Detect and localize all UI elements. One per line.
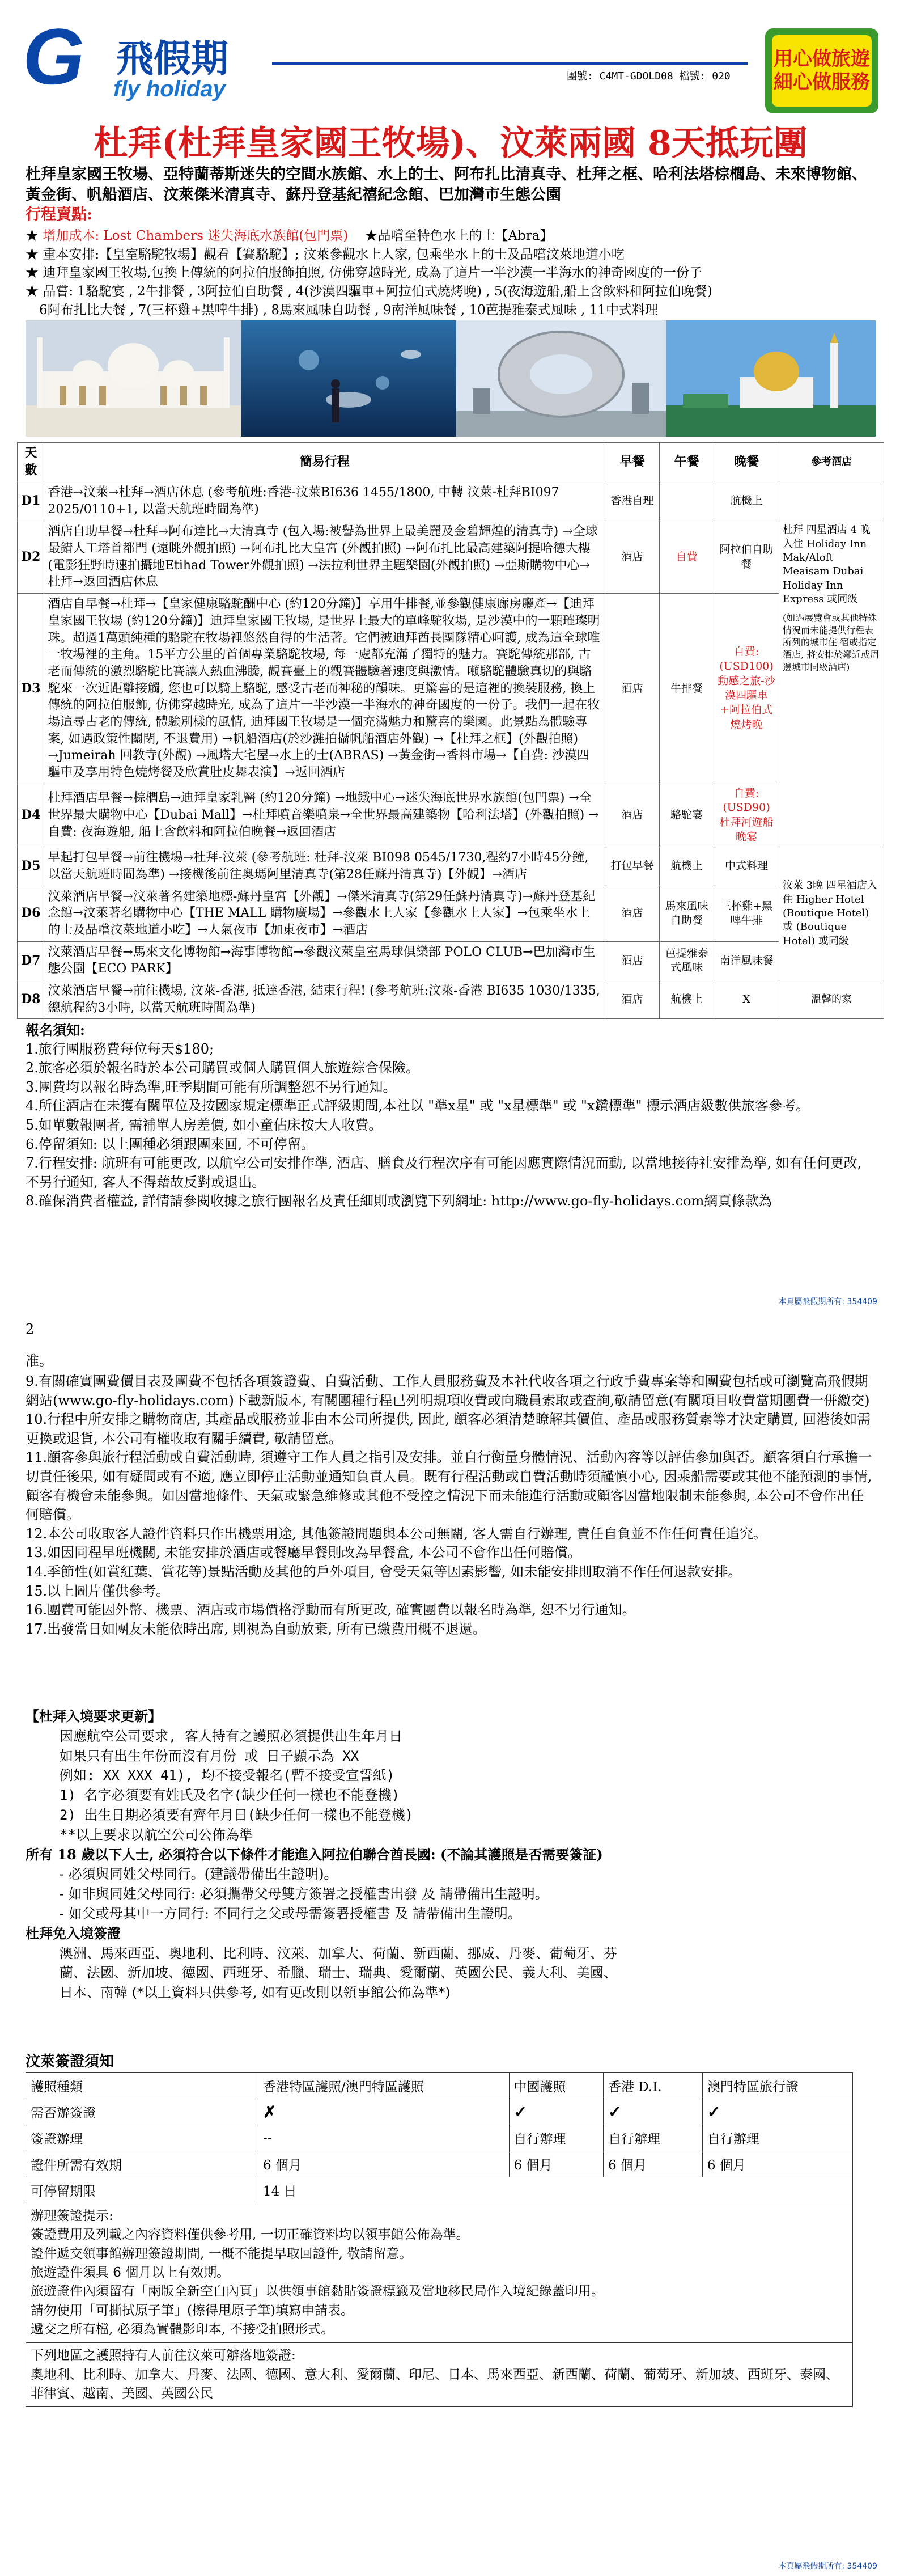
itinerary-header-row <box>18 443 884 481</box>
feature-item: ★ 品嘗: 1駱駝宴 , 2牛排餐 , 3阿拉伯自助餐 , 4(沙漠四驅車+阿拉伯式燒烤晚) , 5(夜海遊船,船上含飲料和阿拉伯晚餐) <box>26 284 712 299</box>
logo-chinese-name: 飛假期 <box>116 37 228 81</box>
note-item: 16.團費可能因外幣、機票、酒店或市場價格浮動而有所更改, 確實團費以報名時為準, 恕不另行通知。 <box>26 1602 636 1618</box>
col-lunch: 午餐 <box>660 443 714 481</box>
feature-item: ★ 重本安排:【皇室駱駝牧場】觀看【賽駱駝】; 汶萊參觀水上人家, 包乘坐水上的士及品嚐汶萊地道小吃 <box>26 247 625 262</box>
brunei-mosque-photo <box>666 320 876 437</box>
visa-exempt-row <box>26 2343 853 2407</box>
table-row: D1 香港→汶萊→杜拜→酒店休息 (參考航班:香港-汶萊BI636 1455/1800, 中轉 汶萊-杜拜BI097 2025/0110+1, 以當天航班時間為準) 香港自理 航機上 <box>18 481 884 521</box>
table-row: 可停留期限 14 日 <box>26 2177 853 2203</box>
slogan-line-2: 細心做服務 <box>774 71 870 94</box>
table-row: D8 汶萊酒店早餐→前往機場, 汶萊-香港, 抵達香港, 結束行程! (參考航班:汶萊-香港 BI635 1030/1335, 總航程約3小時, 以當天航班時間為準) 酒店 航機上 X 溫馨的家 <box>18 980 884 1019</box>
feature-item: ★ 迪拜皇家國王牧場,包換上傳統的阿拉伯服飾拍照, 仿佛穿越時光, 成為了這片一半沙漠一半海水的神奇國度的一份子 <box>26 265 702 281</box>
table-row: D7 汶萊酒店早餐→馬來文化博物館→海事博物館→參觀汶萊皇室馬球俱樂部 POLO CLUB→巴加灣市生態公園【ECO PARK】 酒店 芭提雅泰式風味 南洋風味餐 <box>18 941 884 980</box>
features-label: 行程賣點: <box>26 206 92 224</box>
logo-english-name: fly holiday <box>113 77 226 101</box>
itinerary-table <box>17 442 884 1019</box>
header-divider <box>272 62 748 65</box>
visa-header-row: 護照種類 香港特區護照/澳門特區護照 中國護照 香港 D.I. 澳門特區旅行證 <box>26 2073 853 2099</box>
table-row: 需否辦簽證 ✗ ✓ ✓ ✓ <box>26 2099 853 2125</box>
col-plan: 簡易行程 <box>44 443 605 481</box>
feature-list <box>26 227 876 319</box>
visa-table <box>26 2072 853 2407</box>
check-icon: ✓ <box>509 2099 603 2125</box>
page-mark: 本頁屬飛假期所有: 354409 <box>778 2562 877 2571</box>
logo-letter: G <box>23 12 84 101</box>
note-item: 4.所住酒店在未獲有關單位及按國家規定標準正式評級期間,本社以 "準x星" 或 "x星標準" 或 "x鑽標準" 標示酒店級數供旅客參考。 <box>26 1098 810 1114</box>
col-day: 天數 <box>18 443 44 481</box>
exempt-title: 下列地區之護照持有人前往汶萊可辦落地簽證: <box>31 2348 296 2363</box>
table-row: 證件所需有效期 6 個月 6 個月 6 個月 6 個月 <box>26 2151 853 2177</box>
aquarium-photo <box>241 320 456 437</box>
company-logo <box>23 11 266 113</box>
note-item: 2.旅客必須於報名時於本公司購買或個人購買個人旅遊綜合保險。 <box>26 1060 419 1076</box>
note-item: 6.停留須知: 以上團種必須跟團來回, 不可停留。 <box>26 1136 315 1152</box>
note-item: 15.以上圖片僅供參考。 <box>26 1583 170 1599</box>
note-item: 12.本公司收取客人證件資料只作出機票用途, 其他簽證問題與本公司無關, 客人需自行辦理, 責任自負並不作任何責任追究。 <box>26 1525 767 1542</box>
table-row: 簽證辦理 -- 自行辦理 自行辦理 自行辦理 <box>26 2125 853 2151</box>
booking-notes <box>26 1021 876 1211</box>
note-item: 8.確保消費者權益, 詳情請參閱收據之旅行團報名及責任細則或瀏覽下列網址: http://www.go-fly-holidays.com網頁條款為 <box>26 1193 772 1209</box>
feature-item: ★ 增加成本: Lost Chambers 迷失海底水族館(包門票) ★品嚐至特色水上的士【Abra】 <box>26 229 553 243</box>
tour-code: 團號: C4MT-GDOLD08 檔號: 020 <box>567 70 731 82</box>
booking-notes-continued <box>26 1372 876 1639</box>
note-item: 10.行程中所安排之購物商店, 其產品或服務並非由本公司所提供, 因此, 顧客必須清楚瞭解其價值、產品或服務質素等才決定購買, 回港後如需更換或退貨, 本公司有權收取有關手續費, 敬請留意。 <box>26 1411 871 1446</box>
note-item: 7.行程安排: 航班有可能更改, 以航空公司安排作準, 酒店、膳食及行程次序有可能因應實際情況而動, 以當地接待社安排為準, 如有任何更改, 不另行通知, 客人不得藉故反對或退出。 <box>26 1155 862 1190</box>
slogan-badge <box>765 28 878 113</box>
note-item: 5.如單數報團者, 需補單人房差價, 如小童佔床按大人收費。 <box>26 1116 383 1133</box>
tour-title: 杜拜(杜拜皇家國王牧場)、汶萊兩國 8天抵玩團 <box>94 124 808 163</box>
photo-strip <box>26 320 876 437</box>
cross-icon: ✗ <box>258 2099 510 2125</box>
col-breakfast: 早餐 <box>605 443 660 481</box>
minor-title: 所有 18 歲以下人士, 必須符合以下條件才能進入阿拉伯聯合酋長國: (不論其護照是否需要簽証) <box>26 1846 603 1863</box>
visa-free-title: 杜拜免入境簽證 <box>26 1924 121 1941</box>
museum-photo <box>456 320 666 437</box>
notes-title: 報名須知: <box>26 1022 85 1038</box>
hotel-dubai: 杜拜 四星酒店 4 晚入住 Holiday Inn Mak/Aloft Meaisam Dubai Holiday Inn Express 或同級 <box>783 524 871 605</box>
visa-notes-row: 辦理簽證提示: 簽證費用及列載之內容資料僅供參考用, 一切正確資料均以領事館公佈為準。 證件遞交領事館辦理簽證期間, 一概不能提早取回證件, 敬請留意。 旅遊證件須具 6 個月以上有效期。 旅遊證件內須留有「兩版全新空白內頁」以供領事館黏貼簽證標籤及當地移民局作入境紀錄蓋印用。 請勿使用「可撕拭原子筆」(擦得甩原子筆)填寫申請表。 遞交之所有檔, 必須為實體影印本, 不接受拍照形式。 <box>26 2203 853 2343</box>
mosque-photo <box>26 320 241 437</box>
col-hotel: 參考酒店 <box>779 443 884 481</box>
check-icon: ✓ <box>702 2099 852 2125</box>
uae-title: 【杜拜入境要求更新】 <box>26 1708 162 1724</box>
exempt-list: 奧地利、比利時、加拿大、丹麥、法國、德國、意大利、愛爾蘭、印尼、日本、馬來西亞、新西蘭、荷蘭、葡萄牙、新加坡、西班牙、泰國、菲律賓、越南、美國、英國公民 <box>31 2367 839 2401</box>
note-item: 13.如因同程早班機關, 未能安排於酒店或餐廳早餐則改為早餐盒, 本公司不會作出任何賠償。 <box>26 1545 581 1561</box>
hotel-note: (如遇展覽會或其他特殊情況而未能提供行程表所列的城市住 宿或指定酒店, 將安排於鄰近或周邊城市同級酒店) <box>783 612 880 672</box>
note-item: 11.顧客參與旅行程活動或自費活動時, 須遵守工作人員之指引及安排。並自行衡量身體情況、活動內容等以評估參加與否。顧客須自行承擔一切責任後果, 如有疑問或有不適, 應立即停止活動並通知負責人員。既有行程活動或自費活動時須謹慎小心, 因乘船需要或其他不能預測的事情, 顧客有機會未能參與。如因當地條件、天氣或緊急維修或其他不受控之情況下而未能進行活動或顧客因當地限制未能參與, 本公司不會作出任何賠償。 <box>26 1449 872 1523</box>
table-row: D2 酒店自助早餐→杜拜→阿布達比→大清真寺 (包入場:被譽為世界上最美麗及金碧輝煌的清真寺) →全球最錯人工塔首都門 (遠眺外觀拍照) →阿布扎比大皇宮 (外觀拍照) →阿布扎比最高建築阿提哈德大樓(電影狂野時速拍攝地Etihad Tower外觀拍照) →法拉利世界主題樂園(外觀拍照) →亞斯購物中心→杜拜→返回酒店休息 酒店 自費 阿拉伯自助餐 杜拜 四星酒店 4 晚入住 Holiday Inn Mak/Aloft Meaisam Dubai Holiday Inn Express 或同級 (如遇展覽會或其他特殊情況而未能提供行程表所列的城市住 宿或指定酒店, 將安排於鄰近或周邊城市同級酒店) <box>18 521 884 594</box>
page-number: 2 <box>26 1321 35 1337</box>
note-item: 3.團費均以報名時為準,旺季期間可能有所調整恕不另行通知。 <box>26 1078 397 1095</box>
table-row: D6 汶萊酒店早餐→汶萊著名建築地標-蘇丹皇宮【外觀】→傑米清真寺(第29任蘇丹清真寺)→蘇丹登基紀念館→汶萊著名購物中心【THE MALL 購物廣場】→參觀水上人家【參觀水上人家】→包乘坐水上的士及品嚐汶萊地道小吃】→人氣夜市【加東夜市】→酒店 酒店 馬來風味自助餐 三杯雞+黑啤牛排 <box>18 886 884 941</box>
note-item: 9.有關確實團費價目表及團費不包括各項簽證費、自費活動、工作人員服務費及本社代收各項之行政手費專案等和團費包括或可瀏覽高飛假期網站(www.go-fly-holidays.com)下載新版本, 有關團種行程已列明規項收費或向職員索取或查詢,敬請留意(有關項目收費當期團費一併繳交) <box>26 1373 870 1408</box>
check-icon: ✓ <box>603 2099 702 2125</box>
table-row: D3 酒店自早餐→杜拜→【皇家健康駱駝酬中心 (約120分鐘)】享用牛排餐,並參觀健康廊房廳產→【迪拜皇家國王牧場 (約120分鐘)】迪拜皇家國王牧場, 是世界上最大的單峰駝牧場, 是沙漠中的一顆璀璨明珠。超過1萬頭純種的駱駝在牧場裡悠然自得的生活著。它們被迪拜酋長團隊精心呵護, 成為這全球唯一牧場裡的主角。15平方公里的首個專業駱駝牧場, 每一處都充滿了獨特的魅力。賽駝傳統那部, 古老而傳統的激烈駱駝比賽讓人熱血沸騰, 觀賽臺上的觀賽體驗著速度與激情。噸駱駝體驗真切的與駱駝來一次近距離接觸, 您也可以騎上駱駝, 感受古老而神秘的韻味。更驚喜的是這裡的換裝服務, 換上傳統的阿拉伯服飾, 仿佛穿越時光, 成為了這片一半沙漠一半海水的神奇國度的一份子。我們一起在牧場這尋古老的傳統, 體驗別樣的風情, 迪拜國王牧場是一個充滿魅力和驚喜的樂園。此景點為體驗專案, 如遇政策性關閉, 不退費用) →帆船酒店(於沙灘拍攝帆船酒店外觀) →【杜拜之框】(外觀拍照) →Jumeirah 回教寺(外觀) →風塔大宅屋→水上的士(ABRAS) →黃金街→香料市場→【自費: 沙漠四驅車及享用特色燒烤餐及欣賞肚皮舞表演】→返回酒店 酒店 牛排餐 自費: (USD100) 動感之旅-沙漠四驅車+阿拉伯式燒烤晚 <box>18 594 884 784</box>
table-row: D5 早起打包早餐→前往機場→杜拜-汶萊 (參考航班: 杜拜-汶萊 BI098 0545/1730,程約7小時45分鐘, 以當天航班時間為準) →接機後前往奧瑪阿里清真寺(第28任蘇丹清真寺)【外觀】→酒店 打包早餐 航機上 中式料理 汶萊 3晚 四星酒店入住 Higher Hotel (Boutique Hotel) 或 (Boutique Hotel) 或同級 <box>18 847 884 886</box>
table-row: D4 杜拜酒店早餐→棕櫚島→迪拜皇家乳醫 (約120分鐘) →地鐵中心→迷失海底世界水族館(包門票) →全世界最大購物中心【Dubai Mall】→杜拜噴音樂噴泉→全世界最高建築物【哈利法塔】(外觀拍照) →自費: 夜海遊船, 船上含飲料和阿拉伯晚餐→返回酒店 酒店 駱駝宴 自費: (USD90) 杜拜河遊船晚宴 <box>18 784 884 847</box>
note-item: 14.季節性(如賞紅葉、賞花等)景點活動及其他的戶外項目, 會受天氣等因素影響, 如未能安排則取消不作任何退款安排。 <box>26 1563 742 1580</box>
note-continuation: 准。 <box>26 1353 53 1369</box>
feature-item: 6阿布扎比大餐 , 7(三杯雞+黑啤牛排) , 8馬來風味自助餐 , 9南洋風味餐 , 10芭提雅泰式風味 , 11中式料理 <box>39 302 658 318</box>
header <box>23 11 878 113</box>
page-mark: 本頁屬飛假期所有: 354409 <box>778 1297 877 1306</box>
uae-entry-requirements: 【杜拜入境要求更新】 因應航空公司要求, 客人持有之護照必須提供出生年月日 如果只有出生年份而沒有月份 或 日子顯示為 XX 例如: XX XXX 41), 均不接受報名(暫不接受宣誓紙) 1) 名字必須要有姓氏及名字(缺少任何一樣也不能登機) 2) 出生日期必須要有齊年月日(缺少任何一樣也不能登機) **以上要求以航空公司公佈為準 所有 18 歲以下人士, 必須符合以下條件才能進入阿拉伯聯合酋長國: (不論其護照是否需要簽証) - 必須與同姓父母同行。(建議帶備出生證明)。 - 如非與同姓父母同行: 必須攜帶父母雙方簽署之授權書出發 及 請帶備出生證明。 - 如父或母其中一方同行: 不同行之父或母需簽署授權書 及 請帶備出生證明。 杜拜免入境簽證 澳洲、馬來西亞、奧地利、比利時、汶萊、加拿大、荷蘭、新西蘭、挪威、丹麥、葡萄牙、芬 蘭、法國、新加坡、德國、西班牙、希臘、瑞士、瑞典、愛爾蘭、英國公民、義大利、美國、 日本、南韓 (*以上資料只供參考, 如有更改則以領事館公佈為準*) <box>26 1707 876 2003</box>
slogan-line-1: 用心做旅遊 <box>774 48 870 71</box>
col-dinner: 晚餐 <box>714 443 779 481</box>
note-item: 1.旅行團服務費每位每天$180; <box>26 1040 214 1057</box>
note-item: 17.出發當日如團友未能依時出席, 則視為自動放棄, 所有已繳費用概不退還。 <box>26 1621 486 1637</box>
visa-title: 汶萊簽證須知 <box>26 2053 114 2070</box>
highlight-places: 杜拜皇家國王牧場、亞特蘭蒂斯迷失的空間水族館、水上的士、阿布扎比清真寺、杜拜之框、哈利法塔棕櫚島、未來博物館、黃金街、帆船酒店、汶萊傑米清真寺、蘇丹登基紀禧紀念館、巴加灣市生態公園 <box>26 166 867 204</box>
intro <box>26 164 876 225</box>
